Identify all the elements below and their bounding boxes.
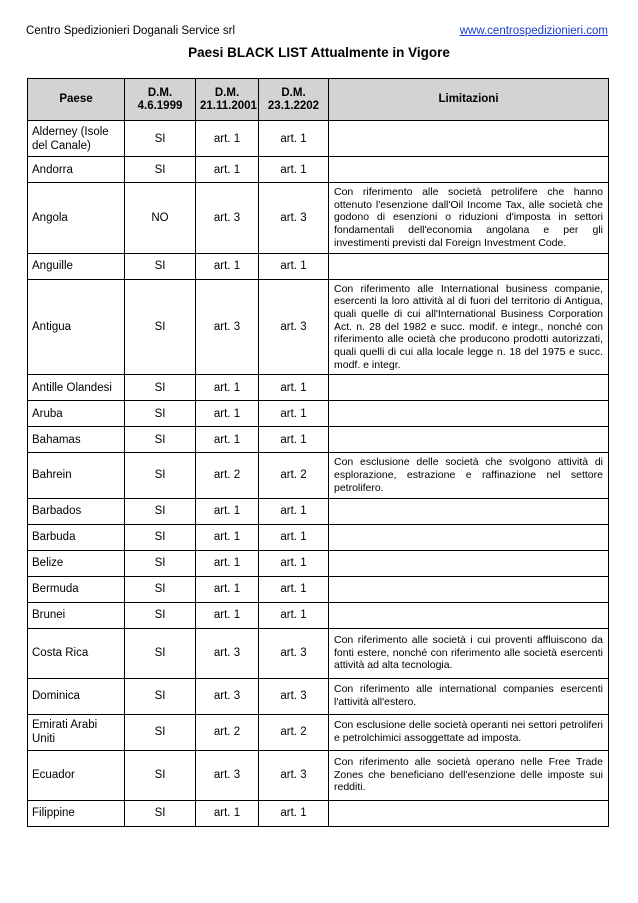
country-cell: Antigua <box>28 279 125 375</box>
table-row <box>28 427 609 453</box>
dm-2202-cell: art. 1 <box>259 800 329 826</box>
table-row <box>28 183 609 254</box>
limits-cell <box>329 157 609 183</box>
header-country: Paese <box>28 79 125 121</box>
dm-1999-cell: SI <box>125 121 196 157</box>
table-row <box>28 121 609 157</box>
dm-1999-cell: SI <box>125 750 196 800</box>
dm-1999-cell: SI <box>125 678 196 714</box>
country-cell: Brunei <box>28 602 125 628</box>
dm-1999-cell: SI <box>125 279 196 375</box>
dm-2001-cell: art. 1 <box>196 401 259 427</box>
dm-2202-cell: art. 3 <box>259 750 329 800</box>
limits-cell: Con esclusione delle società operanti nei settori petroliferi e petrolchimici assoggettate ad imposta. <box>329 714 609 750</box>
table-row <box>28 253 609 279</box>
table-row <box>28 401 609 427</box>
dm-2001-cell: art. 1 <box>196 800 259 826</box>
country-cell: Aruba <box>28 401 125 427</box>
dm-2202-cell: art. 1 <box>259 401 329 427</box>
limits-cell <box>329 800 609 826</box>
dm-2001-cell: art. 3 <box>196 750 259 800</box>
table-row <box>28 453 609 498</box>
dm-2202-cell: art. 1 <box>259 121 329 157</box>
country-cell: Bermuda <box>28 576 125 602</box>
limits-cell <box>329 524 609 550</box>
country-cell: Anguille <box>28 253 125 279</box>
limits-cell: Con riferimento alle società petrolifere che hanno ottenuto l'esenzione dall'Oil Income Tax, alle società che godono di esenzioni o riduzioni d'imposta in settori fondamentali dell'economia angolana e per gli investimenti previsti dal Foreign Investment Code. <box>329 183 609 254</box>
dm-2001-cell: art. 1 <box>196 498 259 524</box>
limits-cell: Con riferimento alle società operano nelle Free Trade Zones che beneficiano dell'esenzione delle imposte sui redditi. <box>329 750 609 800</box>
dm-2001-cell: art. 1 <box>196 375 259 401</box>
dm-2202-cell: art. 3 <box>259 279 329 375</box>
limits-cell <box>329 576 609 602</box>
dm-1999-cell: NO <box>125 183 196 254</box>
dm-2202-cell: art. 1 <box>259 157 329 183</box>
dm-1999-cell: SI <box>125 550 196 576</box>
limits-cell: Con esclusione delle società che svolgono attività di esplorazione, estrazione e raffinazione nel settore petrolifero. <box>329 453 609 498</box>
table-row <box>28 279 609 375</box>
table-row <box>28 800 609 826</box>
country-cell: Costa Rica <box>28 628 125 678</box>
dm-1999-cell: SI <box>125 800 196 826</box>
dm-1999-cell: SI <box>125 576 196 602</box>
country-cell: Barbuda <box>28 524 125 550</box>
limits-cell <box>329 602 609 628</box>
dm-2001-cell: art. 1 <box>196 121 259 157</box>
limits-cell <box>329 253 609 279</box>
country-cell: Filippine <box>28 800 125 826</box>
table-row <box>28 576 609 602</box>
dm-2001-cell: art. 1 <box>196 524 259 550</box>
dm-1999-cell: SI <box>125 401 196 427</box>
header-dm-2202: D.M. 23.1.2202 <box>259 79 329 121</box>
header-limits: Limitazioni <box>329 79 609 121</box>
table-row <box>28 375 609 401</box>
dm-1999-cell: SI <box>125 714 196 750</box>
blacklist-table <box>27 78 609 827</box>
country-cell: Bahamas <box>28 427 125 453</box>
dm-1999-cell: SI <box>125 498 196 524</box>
country-cell: Belize <box>28 550 125 576</box>
country-cell: Barbados <box>28 498 125 524</box>
table-row <box>28 714 609 750</box>
dm-2001-cell: art. 1 <box>196 427 259 453</box>
dm-2202-cell: art. 1 <box>259 576 329 602</box>
country-cell: Alderney (Isole del Canale) <box>28 121 125 157</box>
table-row <box>28 550 609 576</box>
dm-1999-cell: SI <box>125 602 196 628</box>
dm-2202-cell: art. 1 <box>259 550 329 576</box>
dm-1999-cell: SI <box>125 375 196 401</box>
dm-2202-cell: art. 2 <box>259 714 329 750</box>
limits-cell: Con riferimento alle società i cui proventi affluiscono da fonti estere, nonché con riferimento alle società esercenti attività ad alta tecnologia. <box>329 628 609 678</box>
dm-2001-cell: art. 1 <box>196 576 259 602</box>
dm-2202-cell: art. 1 <box>259 253 329 279</box>
dm-1999-cell: SI <box>125 628 196 678</box>
dm-2202-cell: art. 3 <box>259 183 329 254</box>
limits-cell: Con riferimento alle international companies esercenti l'attività all'estero. <box>329 678 609 714</box>
limits-cell: Con riferimento alle International business companie, esercenti la loro attività al di fuori del territorio di Antigua, quali quelle di cui all'International Business Corporation Act. n. 28 del 1982 e succ. modif. e integr., nonché con riferimento alle ocietà che producono prodotti autorizzati, quali quelli di cui alla locale legge n. 18 del 1975 e succ. modf. e integr. <box>329 279 609 375</box>
dm-1999-cell: SI <box>125 157 196 183</box>
limits-cell <box>329 498 609 524</box>
dm-2001-cell: art. 3 <box>196 183 259 254</box>
company-name: Centro Spedizionieri Doganali Service srl <box>26 25 236 37</box>
dm-2001-cell: art. 2 <box>196 714 259 750</box>
document-title: Paesi BLACK LIST Attualmente in Vigore <box>188 45 450 60</box>
dm-1999-cell: SI <box>125 427 196 453</box>
country-cell: Ecuador <box>28 750 125 800</box>
dm-2202-cell: art. 2 <box>259 453 329 498</box>
table-row <box>28 157 609 183</box>
table-row <box>28 602 609 628</box>
dm-2202-cell: art. 3 <box>259 628 329 678</box>
limits-cell <box>329 401 609 427</box>
header-dm-2001: D.M. 21.11.2001 <box>196 79 259 121</box>
dm-1999-cell: SI <box>125 453 196 498</box>
limits-cell <box>329 550 609 576</box>
dm-2001-cell: art. 1 <box>196 157 259 183</box>
table-row <box>28 498 609 524</box>
country-cell: Angola <box>28 183 125 254</box>
dm-2202-cell: art. 1 <box>259 375 329 401</box>
dm-2001-cell: art. 3 <box>196 678 259 714</box>
header-dm-1999: D.M. 4.6.1999 <box>125 79 196 121</box>
dm-2202-cell: art. 1 <box>259 427 329 453</box>
limits-cell <box>329 427 609 453</box>
website-link[interactable]: www.centrospedizionieri.com <box>459 25 608 37</box>
dm-2001-cell: art. 3 <box>196 628 259 678</box>
dm-2001-cell: art. 3 <box>196 279 259 375</box>
country-cell: Dominica <box>28 678 125 714</box>
country-cell: Andorra <box>28 157 125 183</box>
limits-cell <box>329 121 609 157</box>
country-cell: Emirati Arabi Uniti <box>28 714 125 750</box>
dm-2001-cell: art. 2 <box>196 453 259 498</box>
dm-2202-cell: art. 3 <box>259 678 329 714</box>
dm-2001-cell: art. 1 <box>196 253 259 279</box>
dm-1999-cell: SI <box>125 253 196 279</box>
dm-2001-cell: art. 1 <box>196 550 259 576</box>
country-cell: Antille Olandesi <box>28 375 125 401</box>
table-row <box>28 678 609 714</box>
dm-2202-cell: art. 1 <box>259 602 329 628</box>
country-cell: Bahrein <box>28 453 125 498</box>
dm-2202-cell: art. 1 <box>259 498 329 524</box>
table-row <box>28 628 609 678</box>
dm-2202-cell: art. 1 <box>259 524 329 550</box>
table-row <box>28 750 609 800</box>
dm-1999-cell: SI <box>125 524 196 550</box>
table-header-row <box>28 79 609 121</box>
table-row <box>28 524 609 550</box>
limits-cell <box>329 375 609 401</box>
dm-2001-cell: art. 1 <box>196 602 259 628</box>
